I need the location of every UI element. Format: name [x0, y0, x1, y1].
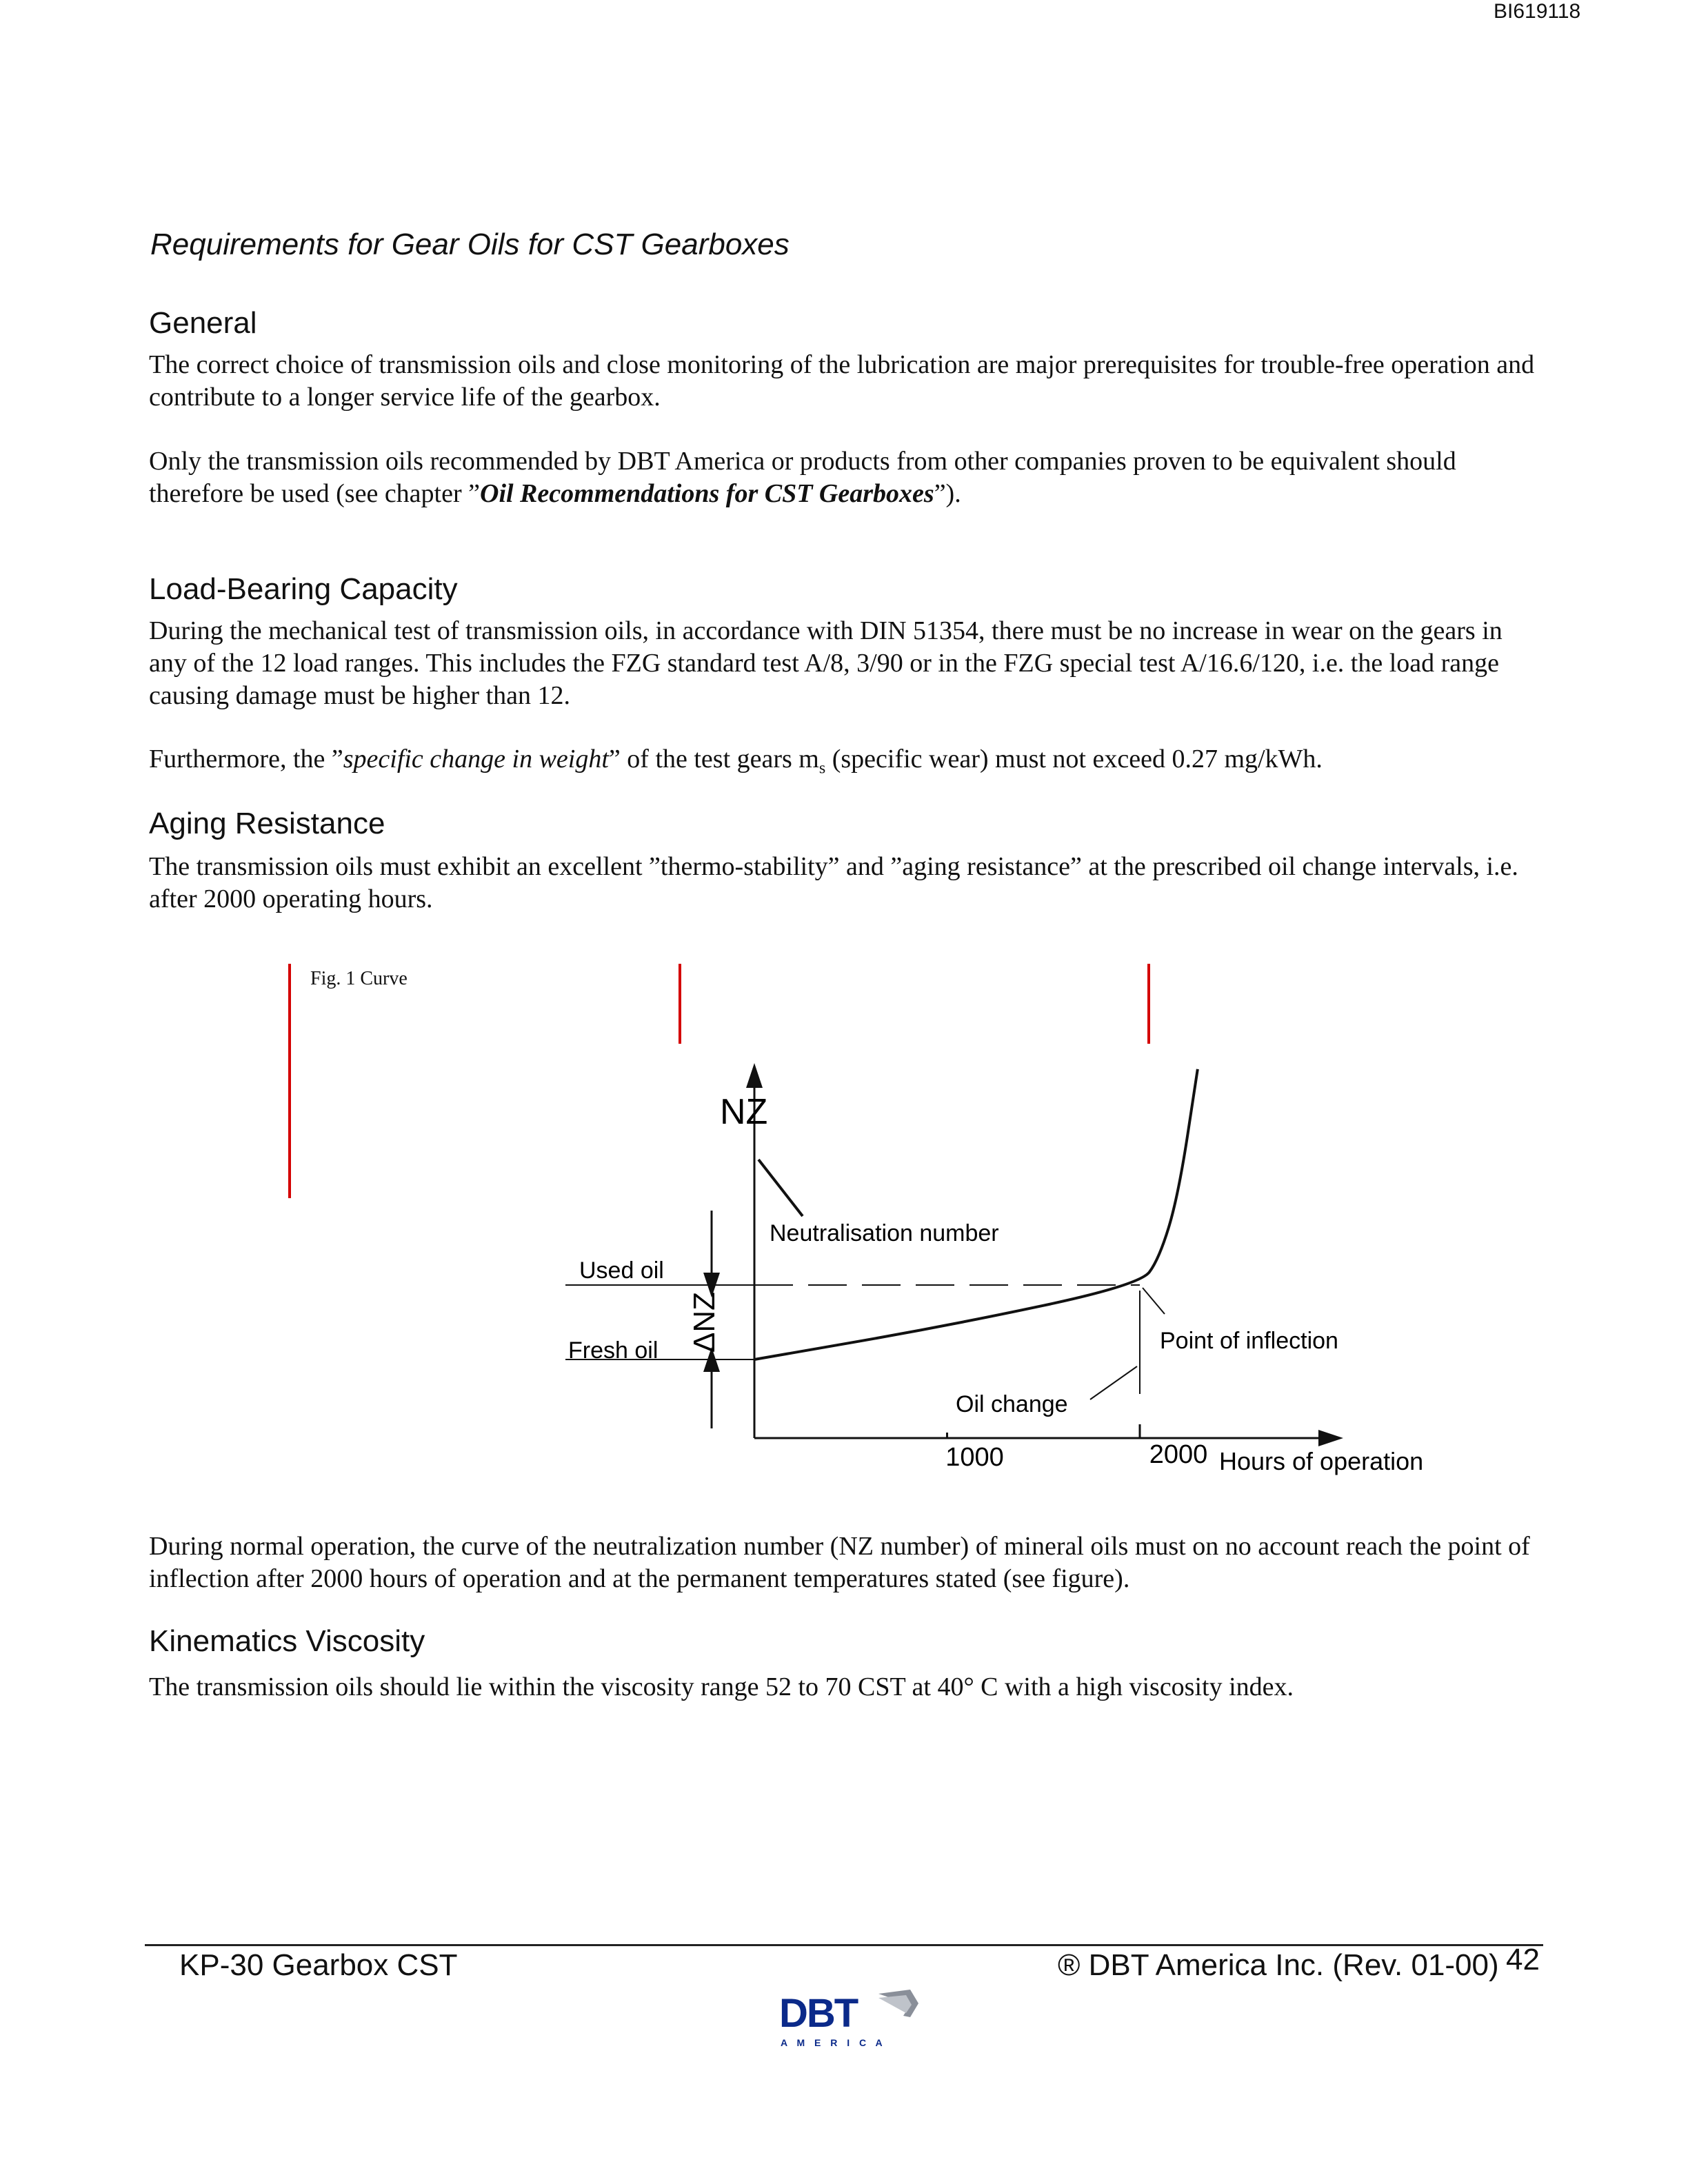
- aging-paragraph: The transmission oils must exhibit an excellent ”thermo-stability” and ”aging resistance” at the prescribed oil change intervals, i.e. after 2000 operating hours.: [149, 852, 1518, 913]
- logo-stripes: [878, 1990, 918, 2017]
- point-of-inflection-label: Point of inflection: [1160, 1328, 1338, 1354]
- revision-bar-left: [288, 964, 291, 1198]
- fresh-oil-label: Fresh oil: [568, 1337, 659, 1364]
- footer-divider: [145, 1944, 1543, 1946]
- heading-kinematics: Kinematics Viscosity: [149, 1624, 425, 1658]
- logo-subtext: A M E R I C A: [781, 2037, 886, 2048]
- revision-bar-right: [1147, 964, 1150, 1044]
- x-tick-label-2000: 2000: [1149, 1440, 1208, 1469]
- general-p2-text-a: Only the transmission oils recommended by DBT America or products from other companies proven to be equivalent should therefore be used (see chapter ”: [149, 447, 1456, 508]
- dbt-america-logo: [775, 1985, 927, 2052]
- heading-load-bearing: Load-Bearing Capacity: [149, 572, 458, 606]
- oil-recommendations-reference: Oil Recommendations for CST Gearboxes: [480, 479, 934, 508]
- load-paragraph-2: [149, 743, 1535, 785]
- page-title: Requirements for Gear Oils for CST Gearboxes: [150, 228, 790, 261]
- delta-nz-label: ΔNZ: [687, 1291, 721, 1353]
- revision-bar-middle: [679, 964, 681, 1044]
- figure-caption: Fig. 1 Curve: [310, 968, 408, 989]
- neutralisation-label: Neutralisation number: [770, 1220, 999, 1246]
- inflection-pointer: [1143, 1288, 1165, 1314]
- general-paragraph-1: The correct choice of transmission oils and close monitoring of the lubrication are major prerequisites for trouble-free operation and contribute to a longer service life of the gearbox.: [149, 350, 1535, 412]
- y-axis-label: NZ: [720, 1092, 768, 1132]
- general-paragraph-2: [149, 445, 1535, 510]
- heading-general: General: [149, 306, 257, 340]
- specific-change-in-weight: specific change in weight: [343, 745, 609, 774]
- load-paragraph-1: During the mechanical test of transmission oils, in accordance with DIN 51354, there must be no increase in wear on the gears in any of the 12 load ranges. This includes the FZG standard test A/8, 3/90 or in the FZG special test A/16.6/120, i.e. the load range causing damage must be higher than 12.: [149, 616, 1503, 710]
- heading-aging: Aging Resistance: [149, 807, 385, 840]
- nz-curve-chart: [538, 1048, 1448, 1489]
- oil-change-label: Oil change: [956, 1391, 1068, 1417]
- load-p2-text-a: Furthermore, the ”: [149, 745, 343, 774]
- general-p2-text-b: ”).: [934, 479, 961, 508]
- nz-curve-line: [754, 1069, 1198, 1359]
- x-tick-label-1000: 1000: [945, 1443, 1004, 1472]
- kinematics-paragraph: The transmission oils should lie within the viscosity range 52 to 70 CST at 40° C with a high viscosity index.: [149, 1672, 1294, 1701]
- neutralisation-pointer: [758, 1160, 803, 1216]
- footer-copyright: ® DBT America Inc. (Rev. 01-00): [1058, 1948, 1499, 1982]
- load-p2-text-c: (specific wear) must not exceed 0.27 mg/kWh.: [825, 745, 1323, 774]
- logo-wordmark: DBT: [779, 1991, 858, 2036]
- used-oil-label: Used oil: [579, 1257, 664, 1284]
- x-axis-label: Hours of operation: [1219, 1447, 1424, 1475]
- footer-product: KP-30 Gearbox CST: [179, 1948, 458, 1982]
- oil-change-pointer: [1090, 1366, 1137, 1399]
- subscript-s: s: [818, 759, 826, 778]
- load-p2-text-b: ” of the test gears m: [608, 745, 819, 774]
- nz-curve-paragraph: During normal operation, the curve of the neutralization number (NZ number) of mineral oils must on no account reach the point of inflection after 2000 hours of operation and at the permanent temperatures stated (see figure).: [149, 1532, 1530, 1593]
- document-id: BI619118: [1494, 0, 1581, 23]
- page-number: 42: [1506, 1943, 1540, 1976]
